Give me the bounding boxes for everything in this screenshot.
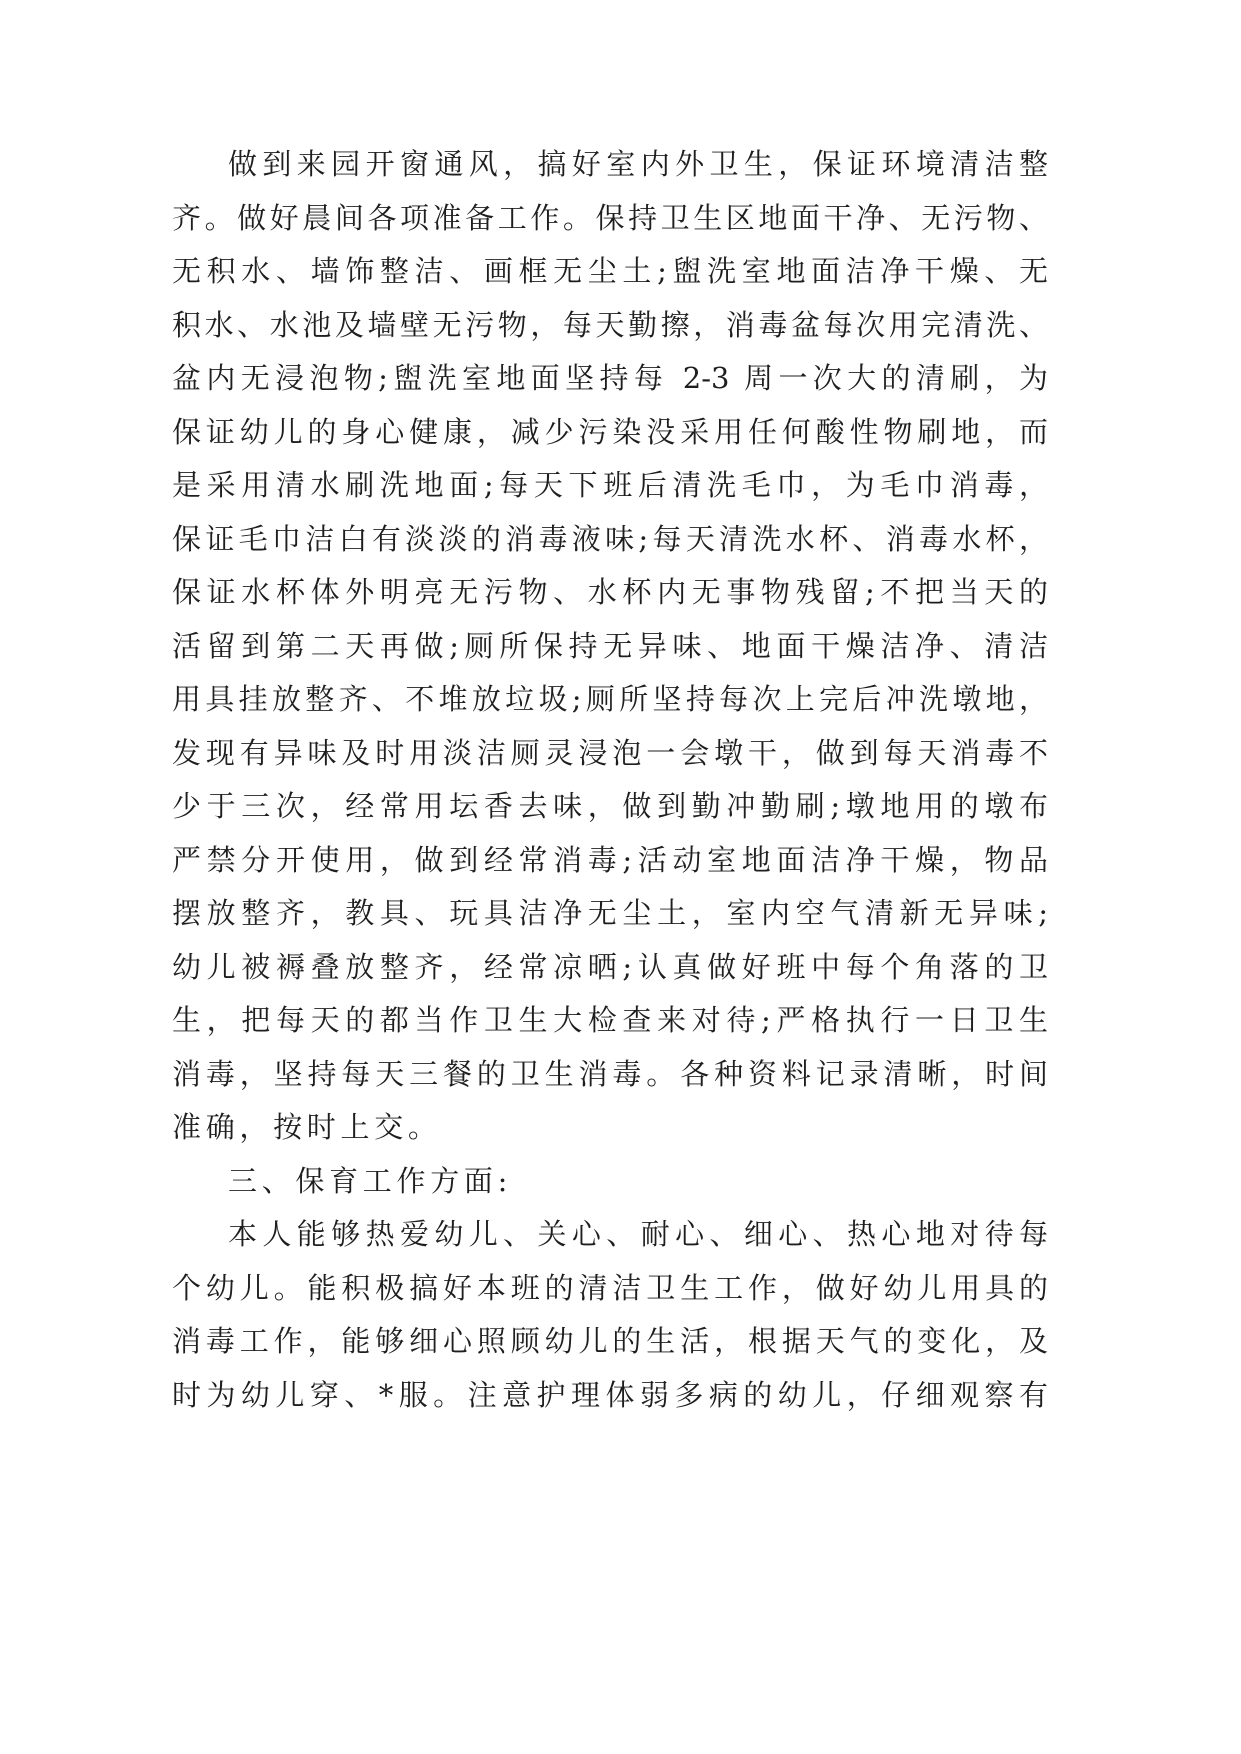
paragraph-hygiene [172,138,1048,1155]
document-body [172,138,1048,1422]
text-line: 是采用清水刷洗地面;每天下班后清洗毛巾，为毛巾消毒， [172,468,1048,502]
text-line: 准确，按时上交。 [172,1110,442,1144]
text-line: 保证幼儿的身心健康，减少污染没采用任何酸性物刷地，而 [172,414,1048,449]
text-line: 严禁分开使用，做到经常消毒;活动室地面洁净干燥，物品 [172,842,1048,877]
text-line: 消毒，坚持每天三餐的卫生消毒。各种资料记录清晰，时间 [172,1056,1048,1091]
text-line: 时为幼儿穿、*服。注意护理体弱多病的幼儿，仔细观察有 [172,1377,1048,1412]
text-line: 积水、水池及墙壁无污物，每天勤擦，消毒盆每次用完清洗、 [172,307,1048,342]
text-line: 少于三次，经常用坛香去味，做到勤冲勤刷;墩地用的墩布 [172,789,1048,823]
section-heading-text: 三、保育工作方面: [228,1163,513,1198]
text-line: 摆放整齐，教具、玩具洁净无尘土，室内空气清新无异味; [172,896,1048,930]
text-line: 保证水杯体外明亮无污物、水杯内无事物残留;不把当天的 [172,575,1048,609]
text-line: 无积水、墙饰整洁、画框无尘土;盥洗室地面洁净干燥、无 [172,254,1048,288]
paragraph-care-work [172,1208,1048,1422]
text-line: 幼儿被褥叠放整齐，经常凉晒;认真做好班中每个角落的卫 [172,949,1048,984]
text-line: 做到来园开窗通风，搞好室内外卫生，保证环境清洁整 [228,147,1048,181]
text-line: 本人能够热爱幼儿、关心、耐心、细心、热心地对待每 [228,1217,1048,1251]
text-line: 个幼儿。能积极搞好本班的清洁卫生工作，做好幼儿用具的 [172,1270,1048,1305]
text-line: 发现有异味及时用淡洁厕灵浸泡一会墩干，做到每天消毒不 [172,735,1048,770]
text-line: 消毒工作，能够细心照顾幼儿的生活，根据天气的变化，及 [172,1324,1048,1358]
text-line: 保证毛巾洁白有淡淡的消毒液味;每天清洗水杯、消毒水杯， [172,521,1048,556]
text-line: 盆内无浸泡物;盥洗室地面坚持每 2-3 周一次大的清刷，为 [172,361,1048,395]
text-line: 用具挂放整齐、不堆放垃圾;厕所坚持每次上完后冲洗墩地， [172,682,1048,716]
text-line: 活留到第二天再做;厕所保持无异味、地面干燥洁净、清洁 [172,628,1048,663]
text-line: 生，把每天的都当作卫生大检查来对待;严格执行一日卫生 [172,1003,1048,1037]
section-heading [172,1155,1048,1209]
text-line: 齐。做好晨间各项准备工作。保持卫生区地面干净、无污物、 [172,200,1048,235]
